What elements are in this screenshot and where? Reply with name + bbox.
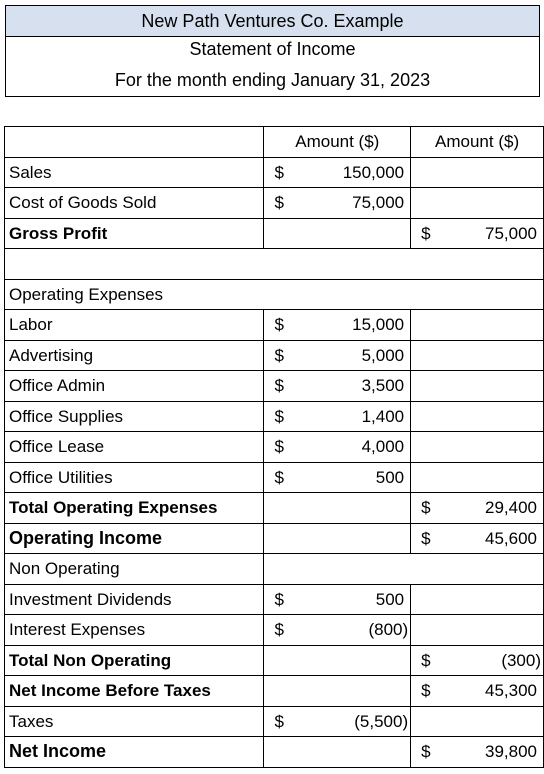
table-row [5, 371, 544, 402]
amount-cell [264, 401, 411, 432]
row-label: Total Operating Expenses [5, 493, 264, 524]
table-row [5, 340, 544, 371]
amount-cell [411, 737, 544, 768]
row-label: Investment Dividends [5, 584, 264, 615]
amount-cell [264, 310, 411, 341]
dollar-sign: $ [274, 345, 284, 365]
section-label: Operating Expenses [5, 279, 544, 310]
row-label: Net Income Before Taxes [5, 676, 264, 707]
row-label: Office Supplies [5, 401, 264, 432]
amount-cell [411, 645, 544, 676]
dollar-sign: $ [421, 528, 431, 548]
amount-cell [264, 188, 411, 219]
row-label: Interest Expenses [5, 615, 264, 646]
amount-cell [264, 340, 411, 371]
amount-value: 500 [375, 589, 405, 609]
amount-cell [264, 706, 411, 737]
table-row [5, 401, 544, 432]
amount-value: 15,000 [352, 315, 405, 334]
table-row [5, 523, 544, 554]
amount-cell [264, 157, 411, 188]
row-label: Advertising [5, 340, 264, 371]
table-row [5, 584, 544, 615]
dollar-sign: $ [421, 681, 431, 700]
table-row [5, 493, 544, 524]
amount-value: 500 [375, 467, 405, 487]
amount-value: 150,000 [342, 162, 405, 182]
dollar-sign: $ [274, 162, 284, 182]
dollar-sign: $ [274, 589, 284, 609]
dollar-sign: $ [274, 620, 284, 639]
amount-value: 3,500 [361, 376, 405, 395]
dollar-sign: $ [421, 223, 431, 243]
amount-value: 5,000 [361, 345, 405, 365]
table-row [5, 310, 544, 341]
statement-header [5, 5, 540, 97]
row-label: Total Non Operating [5, 645, 264, 676]
amount-cell [264, 584, 411, 615]
income-statement-table [4, 126, 544, 768]
amount-value: 1,400 [361, 406, 405, 426]
row-label: Cost of Goods Sold [5, 188, 264, 219]
table-row [5, 462, 544, 493]
dollar-sign: $ [421, 498, 431, 517]
row-label: Net Income [5, 737, 264, 768]
table-row [5, 615, 544, 646]
row-label: Gross Profit [5, 218, 264, 249]
spacer-row [5, 249, 544, 280]
amount-value: (800) [368, 620, 409, 639]
amount-cell [411, 493, 544, 524]
table-row [5, 676, 544, 707]
company-name: New Path Ventures Co. Example [6, 6, 539, 37]
amount-cell [264, 462, 411, 493]
table-row [5, 706, 544, 737]
dollar-sign: $ [274, 376, 284, 395]
row-label: Operating Income [5, 523, 264, 554]
amount-cell [411, 523, 544, 554]
amount-value: (300) [501, 650, 541, 670]
table-row [5, 188, 544, 219]
amount-value: (5,500) [354, 711, 409, 731]
amount-value: 4,000 [361, 437, 405, 456]
row-label: Office Lease [5, 432, 264, 463]
amount-value: 75,000 [352, 193, 405, 212]
section-label: Non Operating [5, 554, 264, 585]
amount-value: 45,300 [485, 681, 537, 700]
amount-value: 39,800 [485, 742, 537, 761]
table-row [5, 554, 544, 585]
row-label: Taxes [5, 706, 264, 737]
dollar-sign: $ [274, 193, 284, 212]
row-label: Sales [5, 157, 264, 188]
table-row [5, 432, 544, 463]
amount-cell [264, 371, 411, 402]
amount-cell [411, 676, 544, 707]
dollar-sign: $ [274, 437, 284, 456]
column-header-row [5, 127, 544, 158]
row-label: Labor [5, 310, 264, 341]
dollar-sign: $ [421, 650, 431, 670]
table-row [5, 737, 544, 768]
statement-title: Statement of Income [189, 39, 356, 59]
amount-cell [264, 615, 411, 646]
amount-cell [411, 218, 544, 249]
row-label: Office Utilities [5, 462, 264, 493]
dollar-sign: $ [274, 315, 284, 334]
table-row [5, 218, 544, 249]
dollar-sign: $ [274, 406, 284, 426]
table-row [5, 645, 544, 676]
dollar-sign: $ [274, 711, 284, 731]
amount-cell [264, 432, 411, 463]
column-header-amount-1: Amount ($) [264, 127, 411, 158]
column-header-amount-2: Amount ($) [411, 127, 544, 158]
statement-period: For the month ending January 31, 2023 [114, 70, 431, 90]
row-label: Office Admin [5, 371, 264, 402]
amount-value: 45,600 [485, 528, 537, 548]
amount-value: 29,400 [485, 498, 537, 517]
dollar-sign: $ [274, 467, 284, 487]
table-row [5, 279, 544, 310]
table-row [5, 157, 544, 188]
dollar-sign: $ [421, 742, 431, 761]
amount-value: 75,000 [485, 223, 537, 243]
